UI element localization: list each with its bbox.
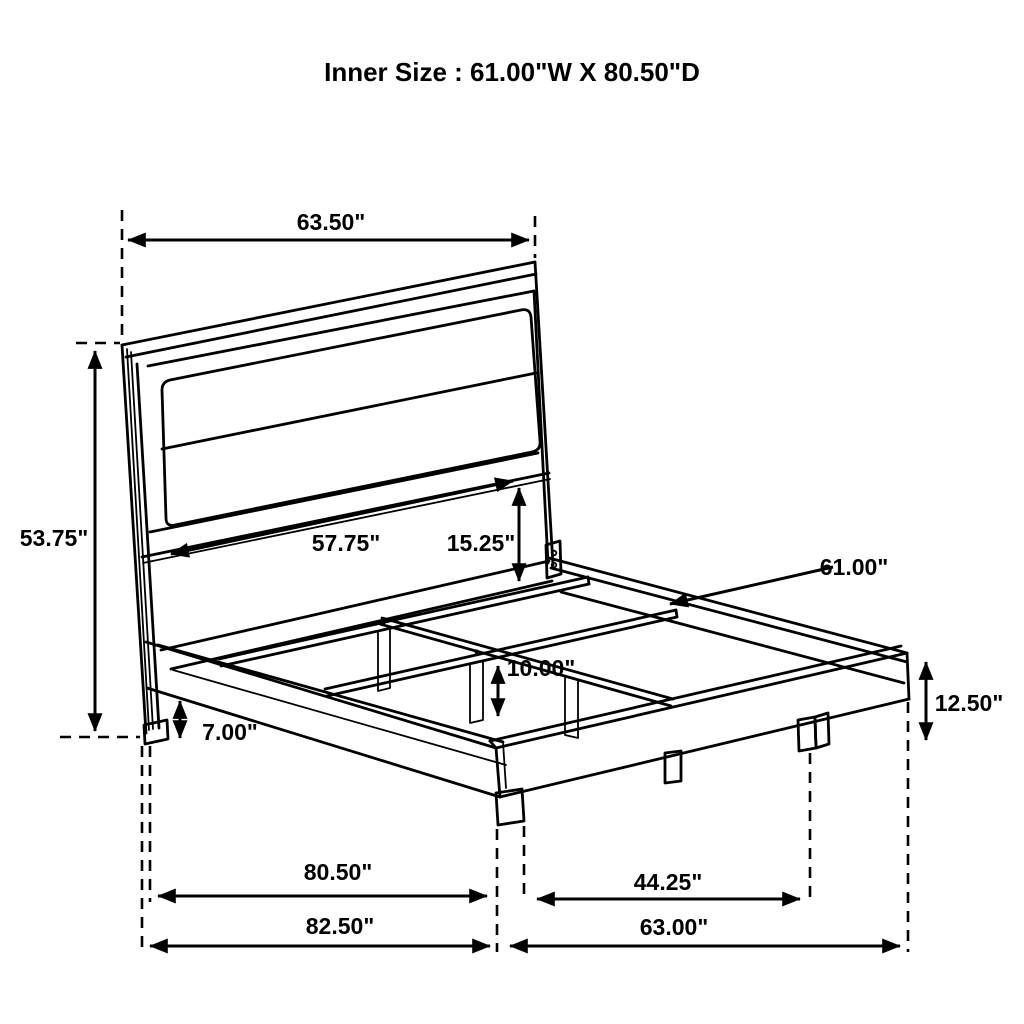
- label-slat-length: 61.00": [819, 554, 889, 580]
- right-leg-side-face: [815, 713, 829, 748]
- foot-rail-bottom-edge: [500, 699, 909, 797]
- headboard-left-post-hatch-1: [127, 349, 149, 730]
- headboard-left-foot: [144, 720, 168, 744]
- slat1-end-cap: [588, 577, 589, 584]
- diagram-title: Inner Size : 61.00"W X 80.50"D: [324, 57, 700, 87]
- label-inner-depth: 80.50": [303, 859, 373, 885]
- headboard-top-face-edge: [126, 274, 536, 357]
- slat2-support-leg: [470, 661, 483, 723]
- near-rail-inner-bottom-line: [173, 670, 506, 765]
- slat1-top-edge: [219, 577, 588, 659]
- near-rail-bottom-edge: [147, 688, 500, 797]
- near-rail-top-edge: [146, 642, 496, 748]
- label-rail-height: 7.00": [202, 719, 258, 745]
- label-headboard-width: 63.50": [296, 209, 366, 235]
- label-headboard-inner-width: 57.75": [311, 530, 381, 556]
- label-panel-gap: 15.25": [446, 530, 516, 556]
- bracket-hole-top: [552, 551, 557, 556]
- far-corner-edge: [907, 653, 909, 699]
- headboard-left-post-inner-edge: [137, 364, 159, 728]
- headboard-drawing: [122, 262, 561, 744]
- dim-leader-slat-length: [670, 567, 833, 604]
- label-leg-spacing: 44.25": [633, 869, 703, 895]
- label-headboard-height: 53.75": [19, 525, 89, 551]
- far-rail-top-inner-edge: [551, 568, 907, 662]
- headboard-bottom-rail-top-edge: [150, 453, 538, 532]
- label-footboard-height: 12.50": [934, 690, 1004, 716]
- label-slat-height: 10.00": [506, 655, 576, 681]
- extension-lines: [60, 210, 908, 952]
- slat2-end-cap: [676, 610, 677, 617]
- label-outer-width: 63.00": [639, 914, 709, 940]
- near-corner-edge: [496, 748, 500, 797]
- label-outer-depth: 82.50": [305, 913, 375, 939]
- headboard-panel-midline: [162, 373, 536, 449]
